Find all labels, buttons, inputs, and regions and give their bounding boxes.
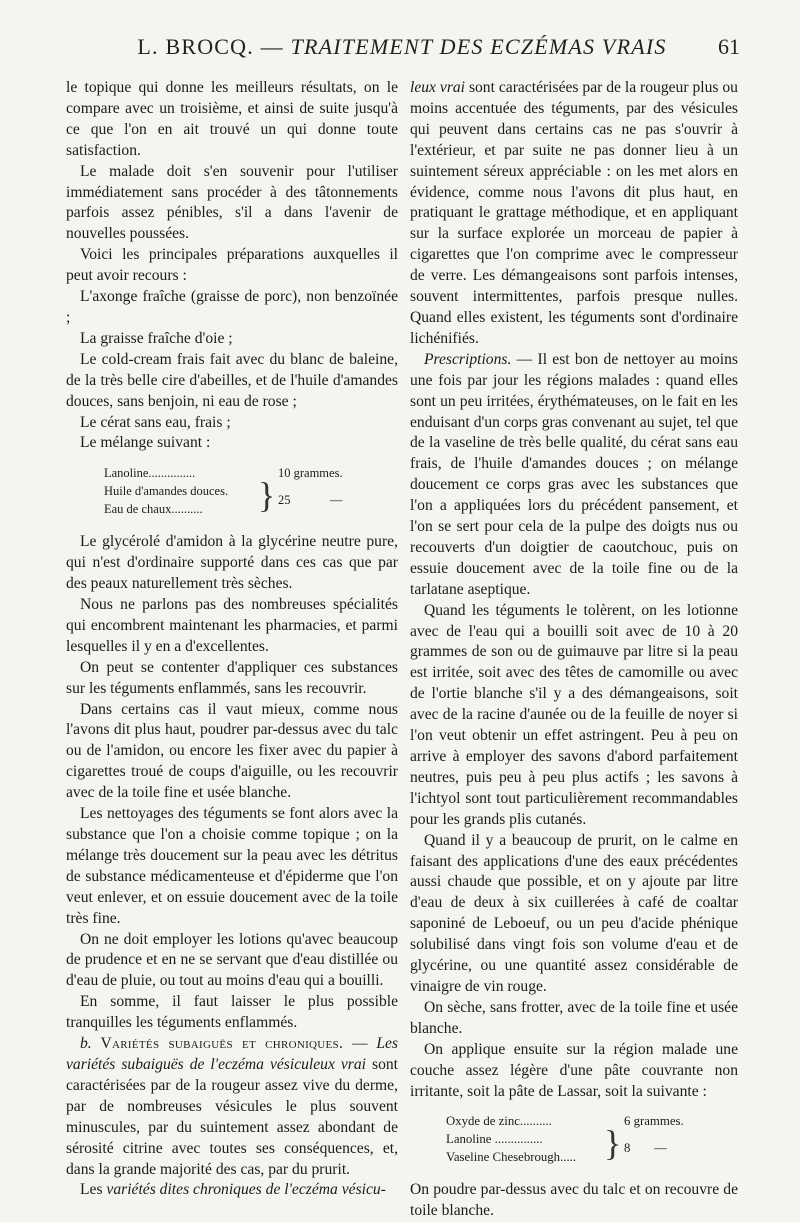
recipe-quantity: 10 grammes. [278, 466, 343, 481]
recipe-quantity: 25 [278, 493, 291, 508]
paragraph [66, 1180, 398, 1201]
header-chapter-title: TRAITEMENT DES ECZÉMAS VRAIS [290, 34, 667, 59]
paragraph: Le cérat sans eau, frais ; [80, 413, 231, 431]
paragraph: le topique qui donne les meilleurs résultats, on le compare avec un troisième, et ainsi de suite jusqu'à ce que l'on en ait trouvé un qui donne toute satisfaction. [66, 79, 398, 159]
brace-symbol: } [604, 1123, 622, 1164]
paragraph: Voici les principales préparations auxquelles il peut avoir recours : [66, 246, 398, 285]
paragraph: Le cold-cream frais fait avec du blanc de baleine, de la très belle cire d'abeilles, et de l'huile d'amandes douces, sans benjoin, ni eau de rose ; [66, 350, 398, 410]
paragraph: Dans certains cas il vaut mieux, comme nous l'avons dit plus haut, poudrer par-dessus avec du talc ou de l'amidon, ou encore les fixer avec du papier à cigarettes troué de coups d'aiguille, ou les recouvrir avec de la toile fine et usée blanche. [66, 700, 398, 802]
right-column [410, 78, 738, 1222]
paragraph: La graisse fraîche d'oie ; [80, 329, 233, 347]
paragraph: On poudre par-dessus avec du talc et on recouvre de toile blanche. [410, 1181, 738, 1220]
body-text: — Il est bon de nettoyer au moins une fois par jour les régions malades : quand elles sont un peu irritées, érythémateuses, on le fait en les enduisant d'un corps gras convenant au sujet, tel que de la vaseline de très belle qualité, du cérat sans eau frais, de l'huile d'amandes douces ; on mélange doucement ce corps gras avec les substances que l'on a appliquées lors du précédent pansement, et l'on se sert pour cela de la pulpe des doigts nus ou recouverts d'un doigtier de caoutchouc, puis on essuie doucement avec de la toile fine ou de la tarlatane aseptique. [410, 350, 738, 598]
brace-symbol: } [258, 475, 276, 516]
paragraph: On applique ensuite sur la région malade une couche assez légère d'une pâte couvrante non irritante, soit la pâte de Lassar, soit la suivante : [410, 1040, 738, 1100]
recipe-quantity: 8 [624, 1141, 631, 1156]
recipe-ditto-dash: — [654, 1141, 667, 1156]
recipe-ingredient: Vaseline Chesebrough..... [446, 1150, 577, 1165]
paragraph [410, 350, 738, 601]
section-paragraph [66, 1034, 398, 1180]
recipe-quantity: 6 grammes. [624, 1114, 684, 1129]
paragraph: L'axonge fraîche (graisse de porc), non benzoïnée ; [66, 288, 398, 326]
italic-text: Les [376, 1035, 398, 1053]
em-dash: — [343, 1035, 377, 1053]
recipe-ingredient: Eau de chaux.......... [104, 502, 203, 517]
section-label: b. [80, 1035, 92, 1053]
body-text: sont caractérisées par de la rougeur plus ou moins accentuée des téguments, par des vésicules qui peuvent dans certains cas ne pas s'ouvrir à l'extérieur, et par suite ne pas donner lieu à un suintement séreux appréciable : on les met alors en évidence, comme nous l'avons dit plus haut, en pratiquant le grattage méthodique, et en appliquant sur la surface explorée un morceau de papier à cigarettes que l'on comprime avec le compresseur de verre. Les démangeaisons sont parfois intenses, souvent intermittentes, parfois presque nulles. Quand elles existent, les téguments sont d'ordinaire lichénifiés. [410, 79, 738, 347]
paragraph [410, 78, 738, 350]
italic-text: leux vrai [410, 79, 466, 96]
recipe-ingredient: Oxyde de zinc.......... [446, 1114, 552, 1129]
body-text: sont caractérisées par de la rougeur assez vive du derme, par de nombreuses vésicules le plus souvent minuscules, par du suintement assez abondant de sérosité citrine avec toutes ses conséquences, et, dans la grande majorité des cas, par du prurit. [66, 1055, 399, 1178]
recipe-ingredient: Lanoline ............... [446, 1132, 543, 1147]
recipe-formula [104, 464, 398, 522]
paragraph: Les nettoyages des téguments se font alors avec la substance que l'on a choisie comme topique ; on la mélange très doucement sur la peau avec les détritus de substance médicamenteuse et d'épiderme que l'on veut enlever, et on essuie doucement avec de la toile très fine. [66, 805, 398, 927]
italic-text: variétés subaiguës de l'eczéma vésiculeux vrai [66, 1055, 367, 1073]
header-author: L. BROCQ. — [137, 34, 284, 59]
page-number: 61 [718, 34, 740, 59]
recipe-ingredient: Huile d'amandes douces. [104, 484, 229, 499]
section-heading: Variétés subaiguës et chroniques. [100, 1035, 344, 1053]
body-text: Les [80, 1181, 103, 1199]
paragraph: Le mélange suivant : [80, 434, 211, 452]
paragraph: Nous ne parlons pas des nombreuses spécialités qui encombrent maintenant les pharmacies, et parmi lesquelles il y en a d'excellentes. [66, 596, 398, 655]
paragraph: Quand les téguments le tolèrent, on les lotionne avec de l'eau qui a bouilli soit avec de 10 à 20 grammes de son ou de guimauve par litre si la peau est irritée, soit avec des têtes de camomille ou avec de l'ortie blanche s'il y a des démangeaisons, soit avec de la racine d'aunée ou de la feuille de noyer si l'on veut obtenir un effet astringent. Peu à peu on arrive à employer des savons d'abord parfaitement neutres, puis peu à peu plus actifs ; les savons à l'ichtyol sont tout particulièrement recommandables pour les grands plis cutanés. [410, 601, 738, 828]
paragraph: En somme, il faut laisser le plus possible tranquilles les téguments enflammés. [66, 993, 398, 1032]
paragraph: On peut se contenter d'appliquer ces substances sur les téguments enflammés, sans les recouvrir. [66, 658, 398, 697]
paragraph: Le glycérolé d'amidon à la glycérine neutre pure, qui n'est d'ordinaire supporté dans ces cas que par des peaux naturellement très sèches. [66, 533, 398, 593]
paragraph: Quand il y a beaucoup de prurit, on le calme en faisant des applications d'une des eaux précédentes aussi chaude que possible, et on y ajoute par litre d'eau de deux à six cuillerées à café de coaltar saponiné de Leboeuf, ou un peu d'acide phénique solubilisé dans vingt fois son volume d'eau et de glycérine, ou une quantité assez considérable de vinaigre de vin rouge. [410, 831, 738, 995]
recipe-ingredient: Lanoline............... [104, 466, 196, 481]
running-header [64, 26, 740, 66]
header-title [64, 34, 740, 60]
subheading-prescriptions: Prescriptions. [424, 350, 512, 368]
recipe-ditto-dash: — [330, 493, 343, 508]
paragraph: On sèche, sans frotter, avec de la toile fine et usée blanche. [410, 998, 738, 1037]
paragraph: Le malade doit s'en souvenir pour l'utiliser immédiatement sans procéder à des tâtonnements parfois assez pénibles, s'il a dans l'avenir de nouvelles poussées. [66, 162, 398, 243]
left-column [66, 78, 398, 1201]
paragraph: On ne doit employer les lotions qu'avec beaucoup de prudence et en ne se servant que d'eau distillée ou d'eau de pluie, ou tout au moins d'eau qui a bouilli. [66, 930, 398, 990]
recipe-formula [446, 1112, 738, 1170]
italic-text: variétés dites chroniques de l'eczéma vésicu- [106, 1181, 386, 1199]
